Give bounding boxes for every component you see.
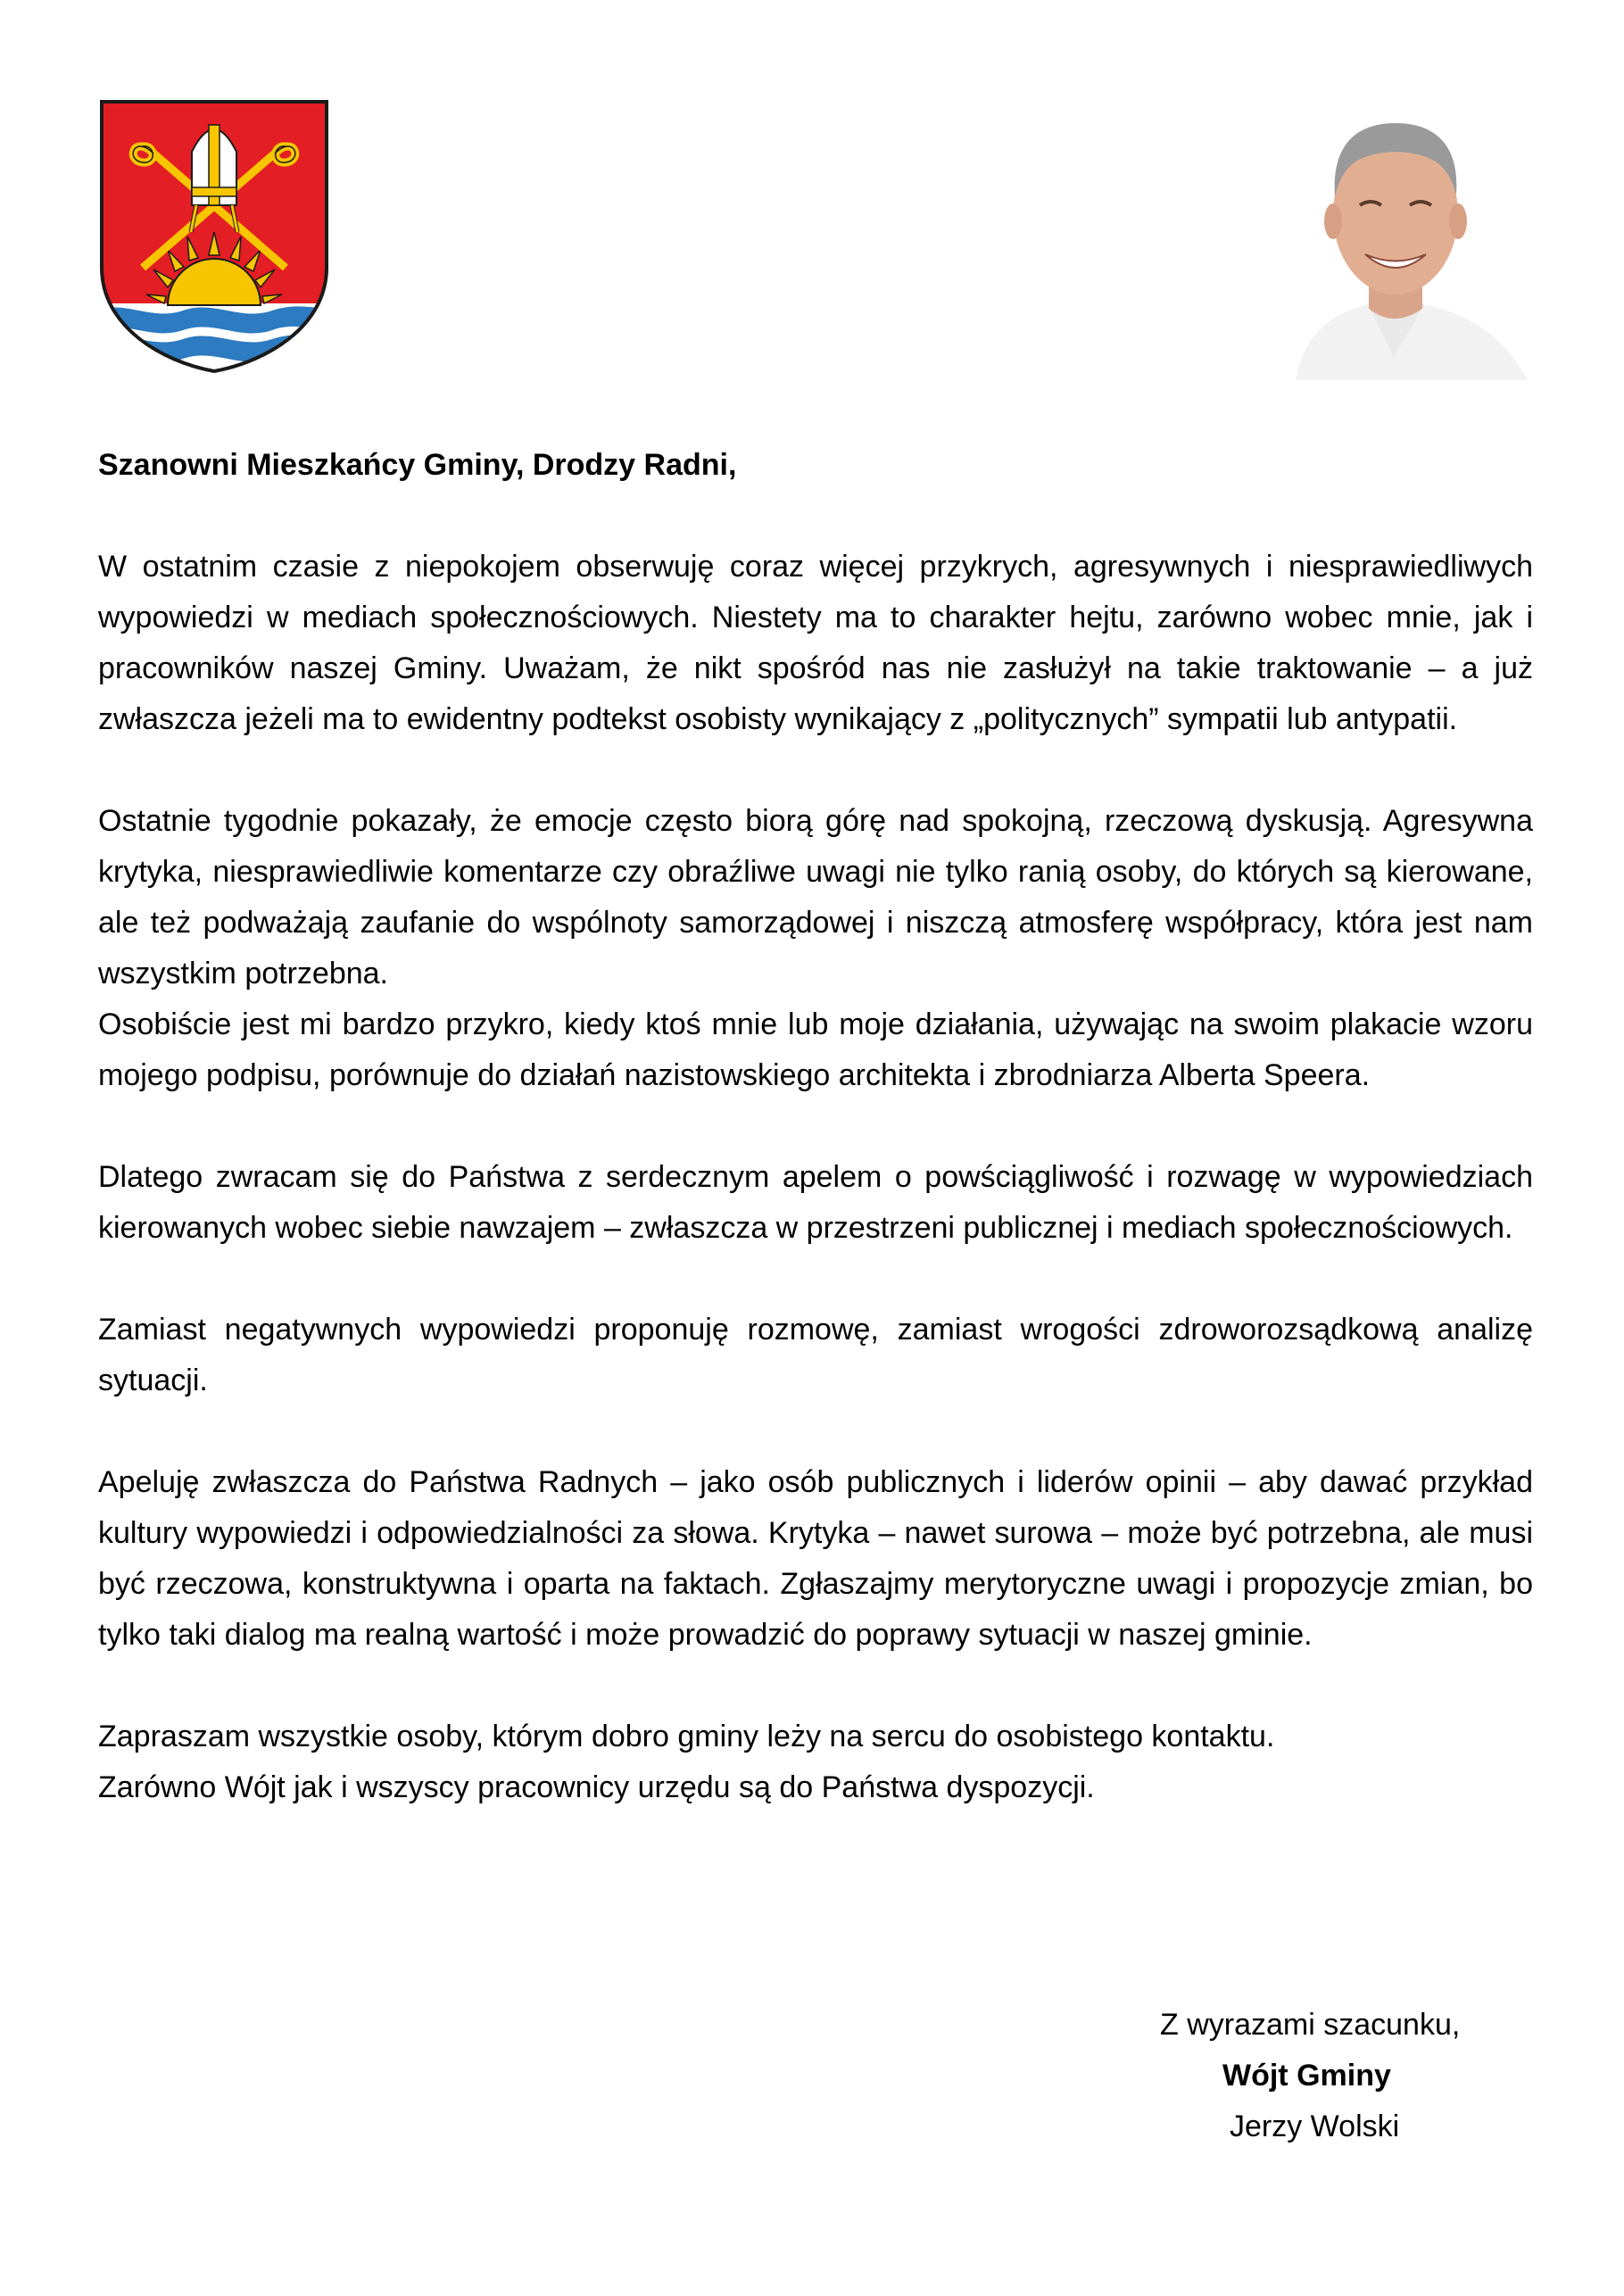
- paragraph-personal: Osobiście jest mi bardzo przykro, kiedy ktoś mnie lub moje działania, używając na swoim plakacie wzoru mojego podpisu, porównuje do działań nazistowskiego architekta i zbrodniarza Alberta Speera.: [98, 1007, 1533, 1092]
- signature-name: Jerzy Wolski: [1230, 2110, 1400, 2143]
- letter-body: [98, 440, 1533, 1864]
- coat-of-arms-icon: [98, 98, 330, 375]
- signature-block: [1160, 2000, 1535, 2152]
- paragraph-dialogue: Zamiast negatywnych wypowiedzi proponuję rozmowę, zamiast wrogości zdroworozsądkową analizę sytuacji.: [98, 1313, 1533, 1397]
- mayor-portrait: [1260, 98, 1533, 380]
- signature-title: Wójt Gminy: [1222, 2059, 1391, 2093]
- paragraph-invitation: [98, 1712, 1533, 1813]
- paragraph-appeal: Dlatego zwracam się do Państwa z serdecznym apelem o powściągliwość i rozwagę w wypowiedziach kierowanych wobec siebie nawzajem – zwłaszcza w przestrzeni publicznej i mediach społecznościowych.: [98, 1160, 1533, 1245]
- portrait-icon: [1260, 98, 1533, 380]
- signature-closing: Z wyrazami szacunku,: [1160, 2008, 1461, 2042]
- paragraph-hate-speech: W ostatnim czasie z niepokojem obserwuję coraz więcej przykrych, agresywnych i niesprawiedliwych wypowiedzi w mediach społecznościowych. Niestety ma to charakter hejtu, zarówno wobec mnie, jak i pracowników naszej Gminy. Uważam, że nikt spośród nas nie zasłużył na takie traktowanie – a już zwłaszcza jeżeli ma to ewidentny podtekst osobisty wynikający z „politycznych” sympatii lub antypatii.: [98, 550, 1533, 736]
- invitation-line-1: Zapraszam wszystkie osoby, którym dobro gminy leży na sercu do osobistego kontaktu.: [98, 1720, 1275, 1753]
- salutation: Szanowni Mieszkańcy Gminy, Drodzy Radni,: [98, 448, 737, 482]
- invitation-line-2: Zarówno Wójt jak i wszyscy pracownicy urzędu są do Państwa dyspozycji.: [98, 1770, 1095, 1804]
- paragraph-councillors: Apeluję zwłaszcza do Państwa Radnych – jako osób publicznych i liderów opinii – aby dawać przykład kultury wypowiedzi i odpowiedzialności za słowa. Krytyka – nawet surowa – może być potrzebna, ale musi być rzeczowa, konstruktywna i oparta na faktach. Zgłaszajmy merytoryczne uwagi i propozycje zmian, bo tylko taki dialog ma realną wartość i może prowadzić do poprawy sytuacji w naszej gminie.: [98, 1465, 1533, 1652]
- paragraph-emotions: Ostatnie tygodnie pokazały, że emocje często biorą górę nad spokojną, rzeczową dyskusją. Agresywna krytyka, niesprawiedliwie komentarze czy obraźliwe uwagi nie tylko ranią osoby, do których są kierowane, ale też podważają zaufanie do wspólnoty samorządowej i niszczą atmosferę współpracy, która jest nam wszystkim potrzebna.: [98, 804, 1533, 991]
